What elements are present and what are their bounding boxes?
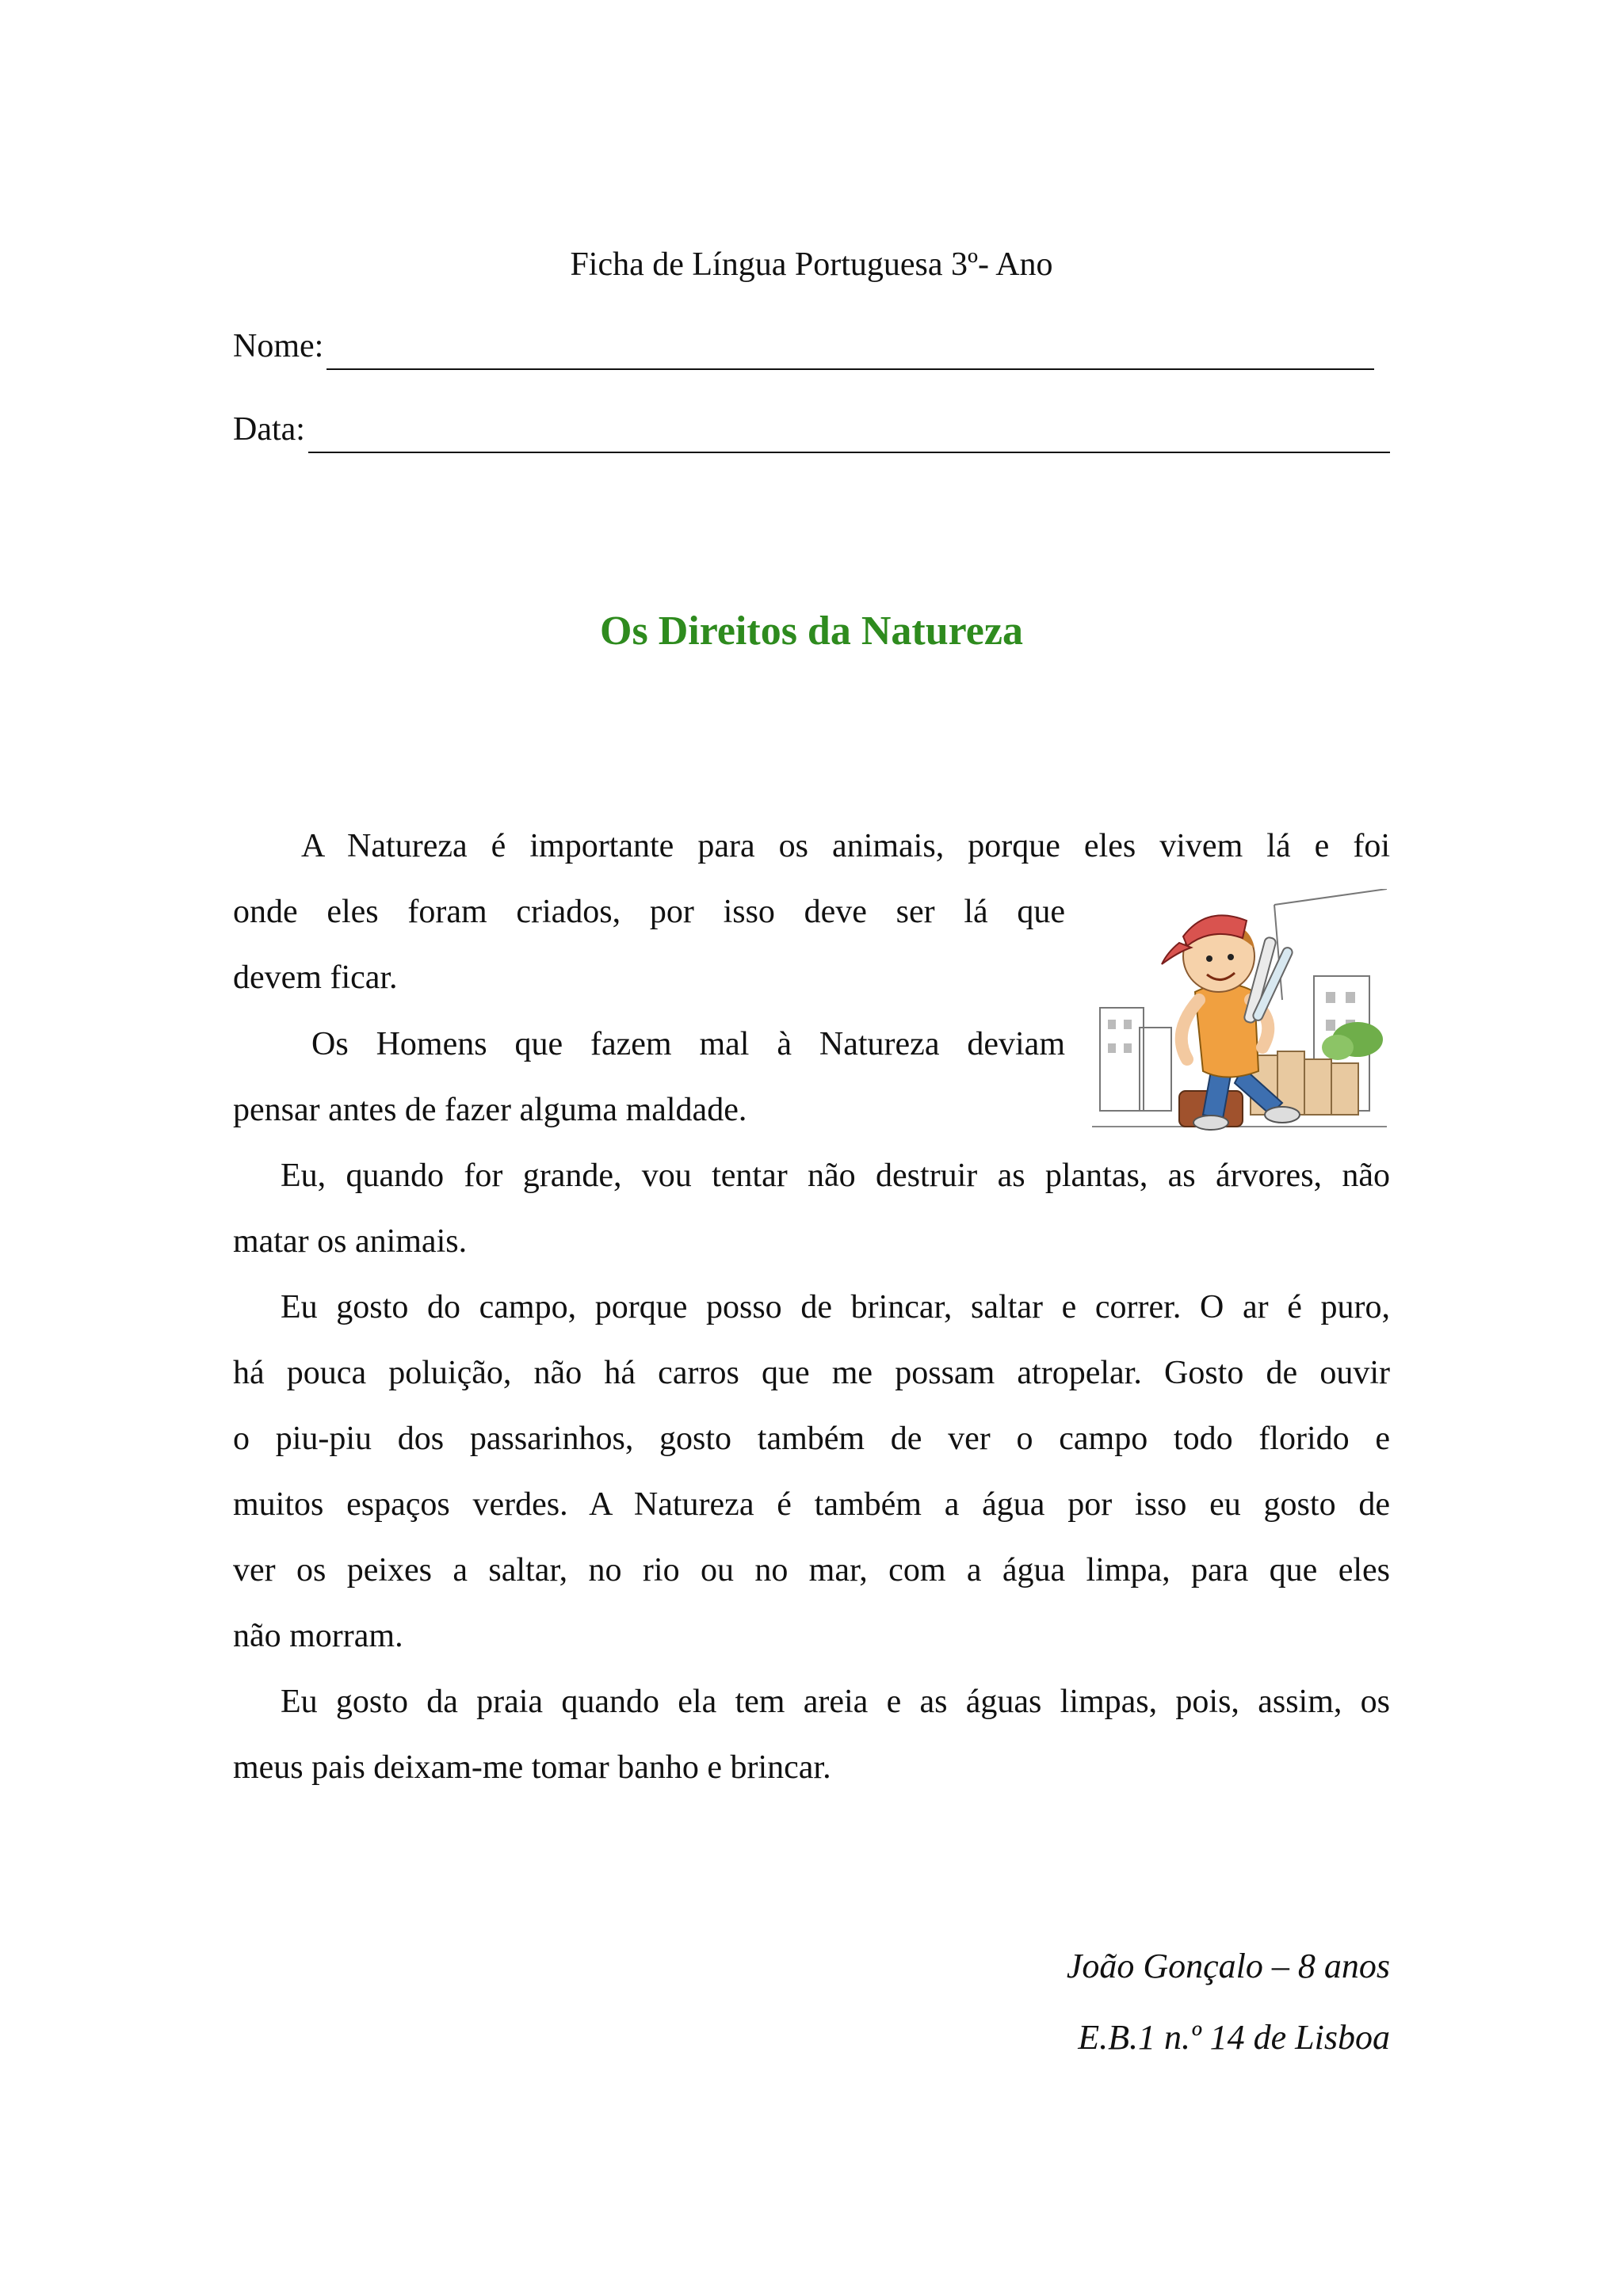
name-blank-line (327, 334, 1374, 370)
text-line: meus pais deixam-me tomar banho e brincar. (233, 1749, 831, 1786)
date-label: Data: (233, 411, 305, 448)
school-name: E.B.1 n.º 14 de Lisboa (1078, 2018, 1390, 2057)
text-line: onde eles foram criados, por isso deve ser lá que (233, 894, 1065, 930)
text-line: muitos espaços verdes. A Natureza é também a água por isso eu gosto de (233, 1486, 1390, 1523)
name-label: Nome: (233, 328, 324, 364)
text-line: ver os peixes a saltar, no rio ou no mar, com a água limpa, para que eles (233, 1552, 1390, 1589)
text-line: o piu-piu dos passarinhos, gosto também de ver o campo todo florido e (233, 1421, 1390, 1457)
author-signature: João Gonçalo – 8 anos (1066, 1947, 1390, 1985)
text-line: há pouca poluição, não há carros que me possam atropelar. Gosto de ouvir (233, 1355, 1390, 1391)
document-title: Os Direitos da Natureza (600, 608, 1023, 654)
text-line: pensar antes de fazer alguma maldade. (233, 1092, 747, 1128)
text-line: devem ficar. (233, 959, 398, 996)
text-line: Os Homens que fazem mal à Natureza deviam (311, 1026, 1065, 1062)
text-line: Eu gosto do campo, porque posso de brincar, saltar e correr. O ar é puro, (281, 1289, 1390, 1325)
boy-cartoon-illustration (1092, 889, 1387, 1141)
text-line: Eu gosto da praia quando ela tem areia e as águas limpas, pois, assim, os (281, 1684, 1390, 1720)
date-field (233, 406, 1390, 453)
date-blank-line (308, 417, 1390, 453)
text-line: não morram. (233, 1618, 403, 1654)
text-line: matar os animais. (233, 1223, 468, 1260)
text-line: A Natureza é importante para os animais, porque eles vivem lá e foi (301, 828, 1390, 864)
worksheet-header: Ficha de Língua Portuguesa 3º- Ano (570, 246, 1053, 283)
text-line: Eu, quando for grande, vou tentar não destruir as plantas, as árvores, não (281, 1158, 1390, 1194)
name-field (233, 322, 1374, 370)
